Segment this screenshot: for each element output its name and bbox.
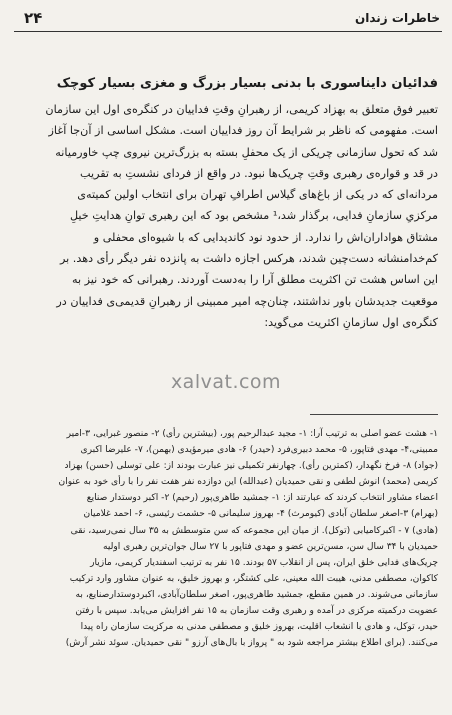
footnote-line: (هادی) ۷ - اکبرکامیابی (توکل). از میان این مجموعه که سن متوسطش به ۳۵ سال نمی‌رسید، نقی [70,525,438,536]
body-paragraph [14,99,438,333]
body-line: در قد و قواره‌ی رهبری وقتِ چریک‌ها نبود. در واقع از فردای نشستِ به تقریب [79,166,438,180]
running-title: خاطرات زندان [355,11,440,25]
page-header [14,10,442,32]
body-line: کم‌خدامنشانه دست‌چین شدند، هرکس اجازه داشت به پانزده نفر دیگر رأی دهد. بر [59,252,438,266]
footnote-line: (بهرام) ۳-اصغر سلطان آبادی (کیومرث) ۴- بهروز سلیمانی ۵- حشمت رئیسی، ۶- احمد غلامیان [83,509,438,520]
footnote [14,426,438,651]
footnote-line: سازمانی می‌شوند. در همین مقطع، جمشید طاهری‌پور، اصغر سلطان‌آبادی، اکبردوستدارصنایع، به [75,589,438,600]
footnote-line: عضویت درکمیته مرکزی در آمده و رهبری وقت سازمان به ۱۵ نفر افزایش می‌یابد. سپس با رفتن [75,606,438,617]
body-line: موقعیت جدیدشان باور نداشتند، چنان‌چه امیر ممبینی از رهبرانِ قدیمی‌ی فداییان در [56,294,438,308]
footnote-divider [310,414,438,415]
footnote-line: حیدر، توکل، و هادی با انشعاب اقلیت، بهروز خلیق و مصطفی مدنی به مرکزیت سازمان راه پیدا [80,622,438,633]
body-line: کنگره‌ی اول سازمانِ اکثریت می‌گوید: [264,315,438,329]
body-line: مشتاق هواداران‌اش را ندارد. از حدود نود کاندیدایی که با شیوه‌ای محفلی و [93,230,438,244]
footnote-line: ممبینی،۴- مهدی فتاپور، ۵- محمد دبیری‌فرد (حیدر) ۶- هادی میرمؤیدی (بهمن)، ۷- علیرضا اکبری [80,445,438,456]
footnote-line: می‌کنند. (برای اطلاع بیشتر مراجعه شود به " پرواز با بال‌های آرزو " نقی حمیدیان. سوئد نشر آرش) [65,638,438,649]
body-line: این اساس هشت تن اکثریت مطلق آرا را به‌دست آوردند. رهبرانی که خود نیز به [71,273,438,287]
footnote-line: (جواد) ۸- فرخ نگهدار، (کمترین رأی). چهارنفر تکمیلی نیز عبارت بودند از: علی توسلی (حسن) بهزاد [64,461,438,472]
footnote-line: ۱- هشت عضو اصلی به ترتیب آرا: ۱- مجید عبدالرحیم پور، (بیشترین رأی) ۲- منصور غبرایی، ۳-امیر [66,429,438,439]
body-line: مردانه‌ای که در یکی از باغ‌های گیلاس اطرافِ تهران برای انتخاب اولین کمیته‌ی [77,188,438,202]
page-number: ۲۴ [24,9,43,27]
body-line: شد که تحول سازمانی چریکی از یک محفلِ بسته به بزرگ‌ترین نیروی چپ خاورمیانه [55,145,438,159]
body-line: تعبیر فوق متعلق به بهزاد کریمی، از رهبرانِ وقتِ فداییان در کنگره‌ی اول این سازمان [45,103,438,116]
footnote-line: چریک‌های فدایی خلق ایران، پس از انقلاب ۵۷ بودند. ۱۵ نفر به ترتیب اسفندیار کریمی، مازیار [90,557,438,568]
footnote-line: اعضاء مشاور انتخاب کردند که عبارتند از: ۱- جمشید طاهری‌پور (رحیم) ۲- اکبر دوستدار صنایع [86,493,438,504]
section-heading: فدائیان دایناسوری با بدنی بسیار بزرگ و مغزی بسیار کوچک [56,76,438,91]
footnote-line: کاکوان، مصطفی مدنی، هیبت الله معینی، علی کشتگر، و بهروز خلیق، به عنوان مشاور وارد ترکیب [69,573,438,584]
body-line: است. مفهومی که ناظر بر شرایط آن روز فداییان است. مشکل اساسی از آن‌جا آغاز [48,124,438,138]
watermark: xalvat.com [170,371,282,393]
body-line: مرکزیِ سازمانِ فدایی، برگذار شد،¹ مشخص بود که این رهبری توانِ هدایتِ خیلِ [69,209,438,223]
footnote-line: حمیدیان با ۳۴ سال سن، مسن‌ترین عضو و مهدی فتاپور با ۲۷ سال جوان‌ترین رهبری اولیه [102,541,438,552]
footnote-line: کریمی (محمد) انوش لطفی و نقی حمیدیان (عبدالله) این دوازده نفر هفت نفر را با رأی خود به عنوان [58,477,438,488]
